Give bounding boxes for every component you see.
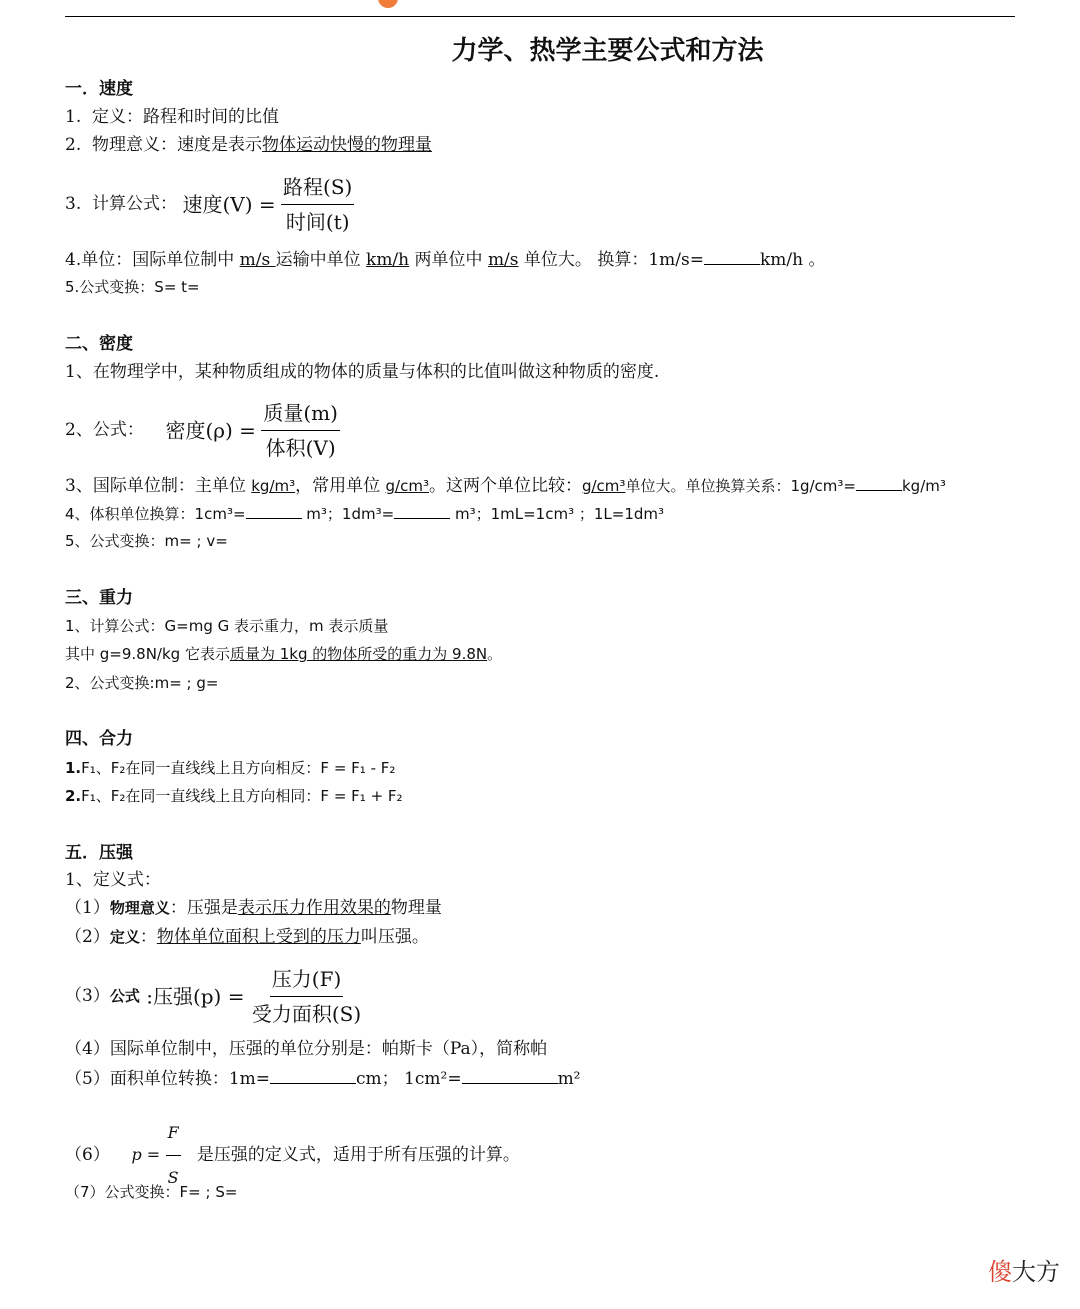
speed-definition	[65, 106, 279, 128]
item-number: （2）	[65, 927, 110, 947]
meaning-underlined: 物体运动快慢的物理量	[262, 135, 433, 155]
fill-blank	[704, 248, 760, 265]
unit-text: 单位大。 换算：1m/s=	[518, 250, 704, 270]
item-number: 1.	[65, 759, 82, 777]
unit-underlined: km/h	[366, 250, 410, 270]
conversion-text: （5）面积单位转换：1m=	[65, 1069, 270, 1089]
unit-underlined: kg/m³	[251, 477, 296, 495]
unit-underlined: g/cm³	[385, 477, 429, 495]
meaning-text: ：压强是	[169, 898, 238, 918]
item-number: 1.	[65, 107, 82, 127]
resultant-text: F₁、F₂在同一直线线上且方向相反：F = F₁ - F₂	[81, 759, 396, 777]
meaning-text: 。	[487, 645, 503, 663]
fraction-denominator: 受力面积(S)	[251, 1002, 362, 1026]
fraction-denominator: 时间(t)	[285, 210, 350, 234]
speed-fraction	[281, 172, 354, 237]
pressure-unit: （4）国际单位制中，压强的单位分别是：帕斯卡（Pa），简称帕	[65, 1039, 548, 1059]
watermark-part: 大方	[1012, 1258, 1060, 1286]
density-units	[65, 474, 946, 497]
formula-label: 计算公式：	[92, 194, 178, 214]
meaning-underlined: 表示压力作用效果的	[237, 898, 391, 918]
fill-blank	[270, 1067, 356, 1084]
definition-text: 叫压强。	[360, 927, 429, 947]
density-fraction	[261, 398, 340, 463]
heading-text: 四、合力	[65, 729, 133, 749]
unit-underlined: m/s	[487, 250, 519, 270]
pressure-definition	[65, 926, 429, 948]
conversion-text: 4、体积单位换算：1cm³=	[65, 505, 246, 523]
gravity-g-meaning	[65, 643, 502, 665]
fraction-numerator: 压力(F)	[270, 964, 343, 997]
conversion-text: m³；1mL=1cm³ ；1L=1dm³	[450, 505, 665, 523]
fill-blank	[856, 474, 902, 491]
area-conversion	[65, 1067, 581, 1090]
pressure-meaning	[65, 897, 442, 919]
definition-text: 定义：路程和时间的比值	[92, 107, 280, 127]
fill-blank	[246, 502, 302, 519]
bold-label: 公式	[109, 987, 140, 1005]
formula-lhs: p =	[131, 1145, 161, 1164]
meaning-text: 物理意义：速度是表示	[92, 135, 263, 155]
fill-blank	[394, 502, 450, 519]
resultant-text: F₁、F₂在同一直线线上且方向相同：F = F₁ + F₂	[81, 787, 403, 805]
speed-formula	[65, 172, 354, 237]
header-rule	[65, 16, 1015, 17]
fraction-numerator: F	[166, 1113, 181, 1156]
unit-text: ，常用单位	[295, 476, 386, 496]
unit-text: 。这两个单位比较：	[428, 476, 582, 496]
meaning-text: 物理量	[390, 898, 442, 918]
density-definition: 1、在物理学中，某种物质组成的物体的质量与体积的比值叫做这种物质的密度.	[65, 362, 660, 382]
section-resultant-heading	[65, 728, 133, 750]
fraction-denominator: 体积(V)	[265, 436, 336, 460]
pressure-formula	[65, 964, 363, 1029]
pressure-transform: （7）公式变换：F= ; S=	[65, 1183, 238, 1201]
formula-label: 2、公式：	[65, 420, 144, 440]
formula-lhs: :压强(p) =	[139, 984, 245, 1009]
fill-blank	[462, 1067, 558, 1084]
gravity-transform: 2、公式变换:m= ; g=	[65, 674, 219, 692]
fraction-numerator: 质量(m)	[261, 398, 340, 431]
item-number: （6）	[65, 1145, 110, 1165]
item-number: 2.	[65, 787, 82, 805]
pressure-fraction	[250, 964, 363, 1029]
pressure-definition-label: 1、定义式：	[65, 870, 161, 890]
unit-text: kg/m³	[902, 477, 946, 495]
definition-text: ：	[139, 927, 157, 947]
unit-text: 4.单位：国际单位制中	[65, 250, 240, 270]
speed-units	[65, 248, 825, 271]
conversion-text: m³；1dm³=	[301, 505, 395, 523]
page-title: 力学、热学主要公式和方法	[451, 36, 764, 66]
fraction-denominator: S	[167, 1168, 179, 1187]
bold-label: 物理意义	[109, 899, 170, 917]
resultant-same	[65, 785, 403, 807]
bold-label: 定义	[109, 928, 140, 946]
meaning-underlined: 质量为 1kg 的物体所受的重力为 9.8N	[229, 645, 488, 663]
resultant-opposite	[65, 757, 395, 779]
density-volume-conversion	[65, 502, 664, 525]
definition-underlined: 物体单位面积上受到的压力	[156, 927, 361, 947]
item-number: 2.	[65, 135, 82, 155]
density-formula	[65, 398, 340, 463]
formula-lhs: 密度(ρ) =	[165, 418, 256, 443]
unit-text: km/h 。	[759, 250, 826, 270]
conversion-text: cm； 1cm²=	[356, 1069, 462, 1089]
unit-text: 运输中单位	[275, 250, 367, 270]
density-transform: 5、公式变换：m= ; v=	[65, 532, 228, 550]
unit-underlined: m/s	[239, 250, 276, 270]
item-number: （1）	[65, 898, 110, 918]
unit-text: 两单位中	[409, 250, 488, 270]
item-number: 3.	[65, 194, 82, 214]
item-number: （3）	[65, 986, 110, 1006]
conversion-text: m²	[557, 1069, 581, 1089]
gravity-formula: 1、计算公式：G=mg G 表示重力，m 表示质量	[65, 617, 389, 635]
formula-note-text: 是压强的定义式，适用于所有压强的计算。	[196, 1145, 520, 1165]
speed-meaning	[65, 134, 432, 156]
speed-transform: 5.公式变换：S= t=	[65, 278, 200, 296]
meaning-text: 其中 g=9.8N/kg 它表示	[65, 645, 230, 663]
unit-text: 单位大。单位换算关系：1g/cm³=	[625, 477, 856, 495]
section-speed-heading: 一．速度	[65, 79, 133, 99]
formula-lhs: 速度(V) =	[182, 192, 276, 217]
fraction-numerator: 路程(S)	[281, 172, 354, 205]
section-density-heading: 二、密度	[65, 334, 133, 354]
watermark-part: 傻	[988, 1258, 1012, 1286]
unit-underlined: g/cm³	[581, 477, 626, 495]
watermark-logo	[988, 1252, 1060, 1287]
section-pressure-heading: 五．压强	[65, 843, 133, 863]
section-gravity-heading: 三、重力	[65, 588, 133, 608]
unit-text: 3、国际单位制：主单位	[65, 476, 252, 496]
top-orange-dot	[378, 0, 398, 8]
